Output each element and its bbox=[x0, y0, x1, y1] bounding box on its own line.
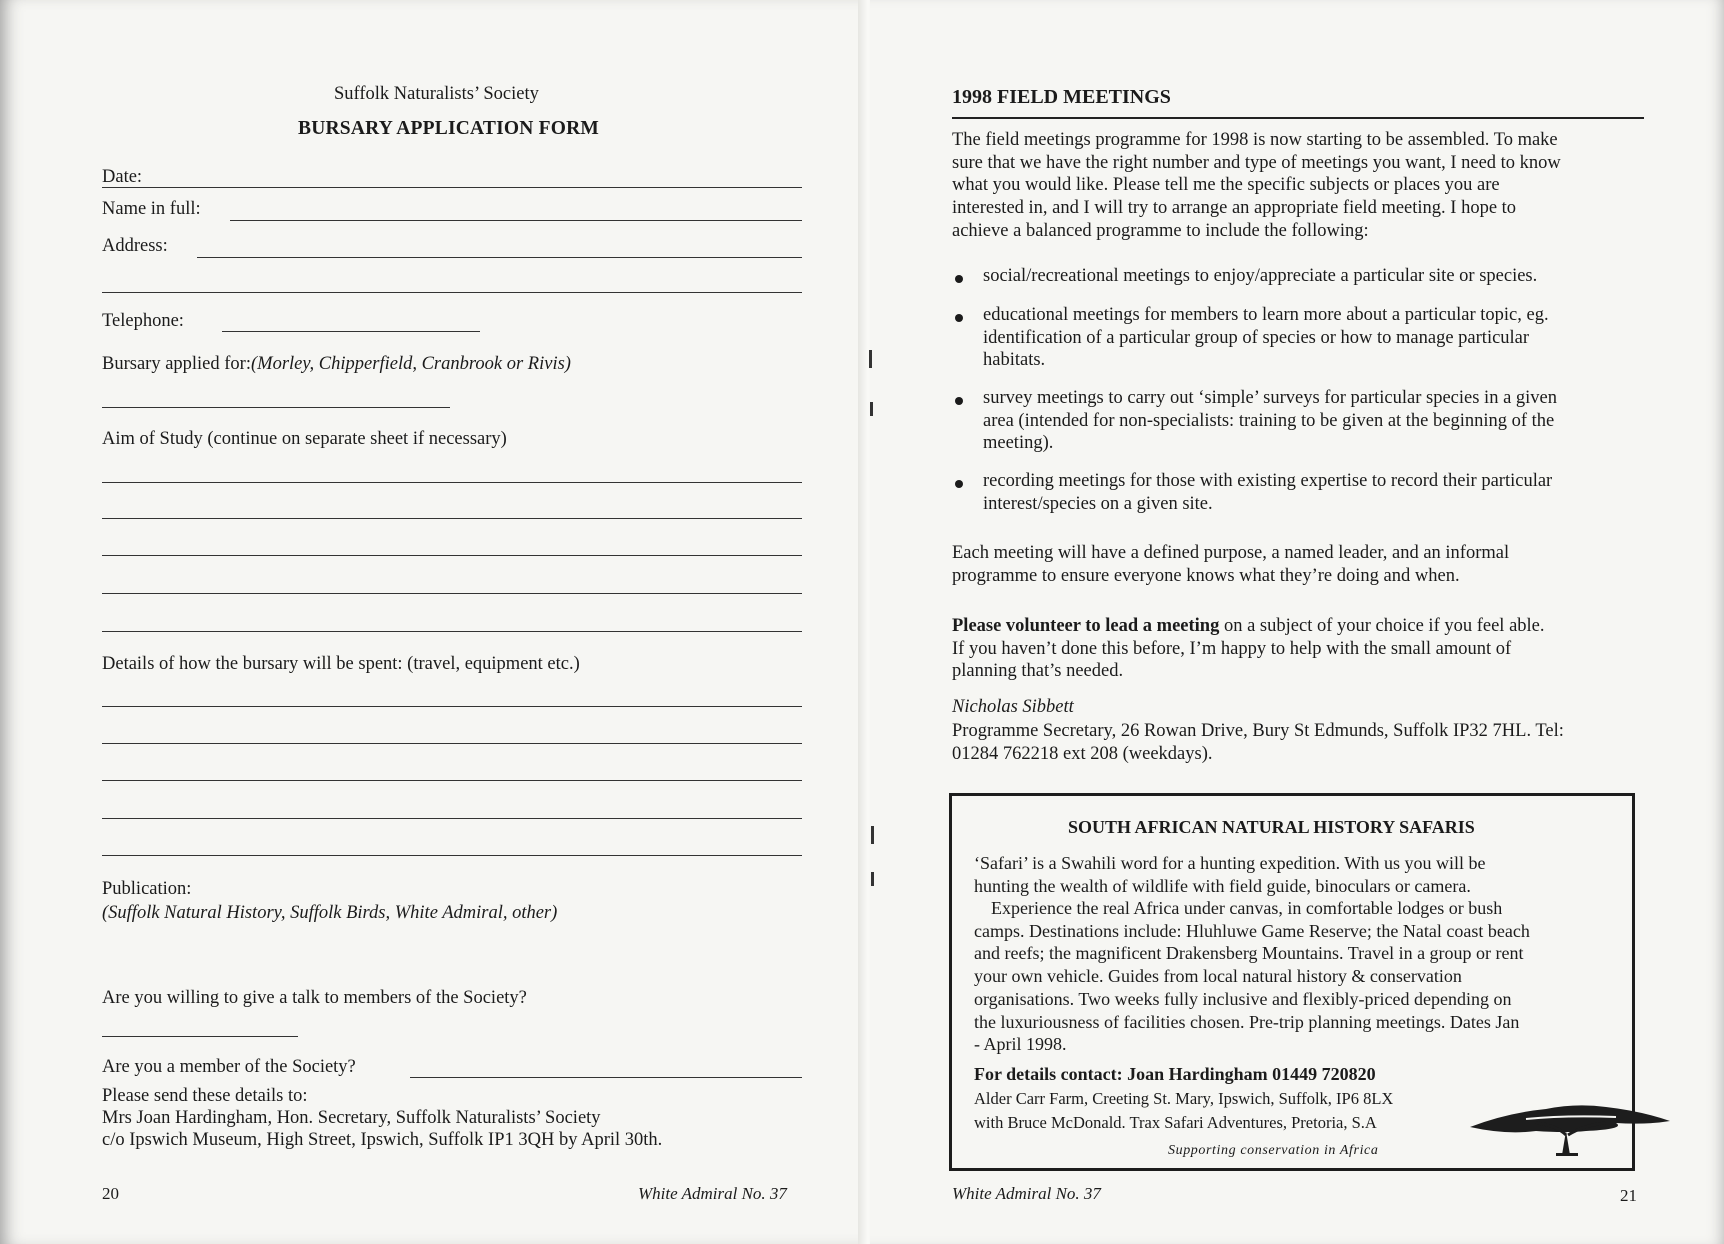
bullet-icon bbox=[955, 397, 963, 405]
address-label: Address: bbox=[102, 236, 168, 256]
publication-label: Publication: bbox=[102, 879, 192, 899]
intro-paragraph bbox=[952, 129, 1644, 243]
bursary-line[interactable] bbox=[102, 407, 450, 408]
telephone-line[interactable] bbox=[222, 331, 480, 332]
contact-paragraph bbox=[952, 720, 1644, 765]
volunteer-rest: on a subject of your choice if you feel able. bbox=[1219, 616, 1545, 636]
volunteer-paragraph bbox=[952, 615, 1644, 683]
intro-line: interested in, and I will try to arrange an appropriate field meeting. I hope to bbox=[952, 198, 1517, 219]
address-line-1[interactable] bbox=[197, 257, 802, 258]
binding-mark bbox=[870, 402, 873, 416]
details-line[interactable] bbox=[102, 706, 802, 707]
aim-line[interactable] bbox=[102, 593, 802, 594]
form-title: BURSARY APPLICATION FORM bbox=[298, 118, 599, 139]
field-meetings-title: 1998 FIELD MEETINGS bbox=[952, 86, 1171, 108]
bursary-label bbox=[102, 354, 571, 375]
talk-line[interactable] bbox=[102, 1036, 298, 1037]
send-line-2: Mrs Joan Hardingham, Hon. Secretary, Suffolk Naturalists’ Society bbox=[102, 1108, 601, 1128]
talk-question: Are you willing to give a talk to members of the Society? bbox=[102, 988, 527, 1008]
aim-line[interactable] bbox=[102, 631, 802, 632]
volunteer-line bbox=[952, 615, 1644, 638]
advert-tagline: Supporting conservation in Africa bbox=[1168, 1143, 1379, 1158]
bullet-line: interest/species on a given site. bbox=[983, 493, 1213, 514]
volunteer-line: planning that’s needed. bbox=[952, 661, 1124, 682]
bullet-item bbox=[983, 387, 1645, 455]
bullet-line: educational meetings for members to learn more about a particular topic, eg. bbox=[983, 305, 1549, 325]
advert-line: camps. Destinations include: Hluhluwe Game Reserve; the Natal coast beach bbox=[974, 920, 1530, 941]
address-line-2[interactable] bbox=[102, 292, 802, 293]
advert-line: - April 1998. bbox=[974, 1034, 1067, 1055]
date-line[interactable] bbox=[102, 187, 802, 188]
advert-line: hunting the wealth of wildlife with field guide, binoculars or camera. bbox=[974, 875, 1471, 896]
society-name: Suffolk Naturalists’ Society bbox=[334, 84, 539, 104]
member-question: Are you a member of the Society? bbox=[102, 1057, 356, 1077]
bullet-line: identification of a particular group of species or how to manage particular bbox=[983, 327, 1530, 348]
bullet-icon bbox=[955, 314, 963, 322]
send-line-3: c/o Ipswich Museum, High Street, Ipswich, Suffolk IP1 3QH by April 30th. bbox=[102, 1130, 663, 1150]
page-number-right: 21 bbox=[1620, 1186, 1637, 1205]
advert-paragraph-2 bbox=[974, 897, 1618, 1056]
bullet-item bbox=[983, 470, 1645, 515]
aim-label: Aim of Study (continue on separate sheet if necessary) bbox=[102, 429, 507, 449]
intro-line: achieve a balanced programme to include the following: bbox=[952, 220, 1369, 241]
bullet-line: recording meetings for those with existing expertise to record their particular bbox=[983, 471, 1553, 491]
bullet-line: social/recreational meetings to enjoy/appreciate a particular site or species. bbox=[983, 266, 1538, 286]
advert-line: ‘Safari’ is a Swahili word for a hunting expedition. With us you will be bbox=[974, 853, 1486, 873]
aim-line[interactable] bbox=[102, 555, 802, 556]
advert-address-2: with Bruce McDonald. Trax Safari Adventures, Pretoria, S.A bbox=[974, 1113, 1377, 1132]
advert-line: Experience the real Africa under canvas, in comfortable lodges or bush bbox=[991, 898, 1503, 918]
advert-contact: For details contact: Joan Hardingham 01449 720820 bbox=[974, 1064, 1376, 1084]
bullet-item bbox=[983, 304, 1645, 372]
advert-line: the luxuriousness of facilities chosen. Pre-trip planning meetings. Dates Jan bbox=[974, 1011, 1520, 1032]
bullet-icon bbox=[955, 275, 963, 283]
advert-line: and reefs; the magnificent Drakensberg Mountains. Travel in a group or rent bbox=[974, 943, 1524, 964]
advert-line: organisations. Two weeks fully inclusive and flexibly-priced depending on bbox=[974, 988, 1512, 1009]
purpose-line: programme to ensure everyone knows what they’re doing and when. bbox=[952, 565, 1460, 586]
binding-mark bbox=[871, 872, 874, 886]
purpose-paragraph bbox=[952, 542, 1644, 587]
volunteer-line: If you haven’t done this before, I’m happy to help with the small amount of bbox=[952, 638, 1512, 659]
volunteer-bold: Please volunteer to lead a meeting bbox=[952, 616, 1220, 636]
aim-line[interactable] bbox=[102, 482, 802, 483]
bursary-prefix: Bursary applied for: bbox=[102, 354, 251, 374]
publication-options: (Suffolk Natural History, Suffolk Birds, White Admiral, other) bbox=[102, 903, 558, 923]
binding-mark bbox=[869, 350, 872, 368]
details-line[interactable] bbox=[102, 743, 802, 744]
contact-line: 01284 762218 ext 208 (weekdays). bbox=[952, 743, 1213, 764]
bullet-line: meeting). bbox=[983, 433, 1054, 454]
acacia-tree-logo bbox=[1466, 1095, 1676, 1167]
bursary-options: (Morley, Chipperfield, Cranbrook or Rivis) bbox=[251, 354, 571, 374]
advert-title: SOUTH AFRICAN NATURAL HISTORY SAFARIS bbox=[1068, 817, 1475, 837]
advert-paragraph-1 bbox=[974, 852, 1618, 897]
bullet-line: habitats. bbox=[983, 350, 1046, 371]
date-label: Date: bbox=[102, 167, 143, 187]
bullet-line: survey meetings to carry out ‘simple’ surveys for particular species in a given bbox=[983, 388, 1558, 408]
page-number-left: 20 bbox=[102, 1184, 119, 1203]
send-line-1: Please send these details to: bbox=[102, 1086, 308, 1106]
telephone-label: Telephone: bbox=[102, 311, 184, 331]
details-line[interactable] bbox=[102, 818, 802, 819]
advert-line: your own vehicle. Guides from local natural history & conservation bbox=[974, 966, 1462, 987]
member-line[interactable] bbox=[410, 1077, 802, 1078]
title-rule bbox=[952, 117, 1644, 119]
bullet-item bbox=[983, 265, 1645, 288]
details-line[interactable] bbox=[102, 780, 802, 781]
name-label: Name in full: bbox=[102, 199, 201, 219]
binding-mark bbox=[871, 826, 874, 844]
name-line[interactable] bbox=[230, 220, 802, 221]
advert-address-1: Alder Carr Farm, Creeting St. Mary, Ipswich, Suffolk, IP6 8LX bbox=[974, 1089, 1394, 1108]
details-line[interactable] bbox=[102, 855, 802, 856]
intro-line: sure that we have the right number and type of meetings you want, I need to know bbox=[952, 152, 1561, 173]
bullet-icon bbox=[955, 480, 963, 488]
footer-publication-right: White Admiral No. 37 bbox=[952, 1184, 1101, 1203]
contact-line: Programme Secretary, 26 Rowan Drive, Bury St Edmunds, Suffolk IP32 7HL. Tel: bbox=[952, 721, 1564, 741]
intro-line: The field meetings programme for 1998 is now starting to be assembled. To make bbox=[952, 130, 1558, 150]
details-label: Details of how the bursary will be spent: (travel, equipment etc.) bbox=[102, 654, 580, 674]
signature: Nicholas Sibbett bbox=[952, 697, 1074, 717]
aim-line[interactable] bbox=[102, 518, 802, 519]
purpose-line: Each meeting will have a defined purpose, a named leader, and an informal bbox=[952, 543, 1510, 563]
footer-publication-left: White Admiral No. 37 bbox=[638, 1184, 787, 1203]
intro-line: what you would like. Please tell me the specific subjects or places you are bbox=[952, 175, 1500, 196]
bullet-line: area (intended for non-specialists: training to be given at the beginning of the bbox=[983, 410, 1555, 431]
